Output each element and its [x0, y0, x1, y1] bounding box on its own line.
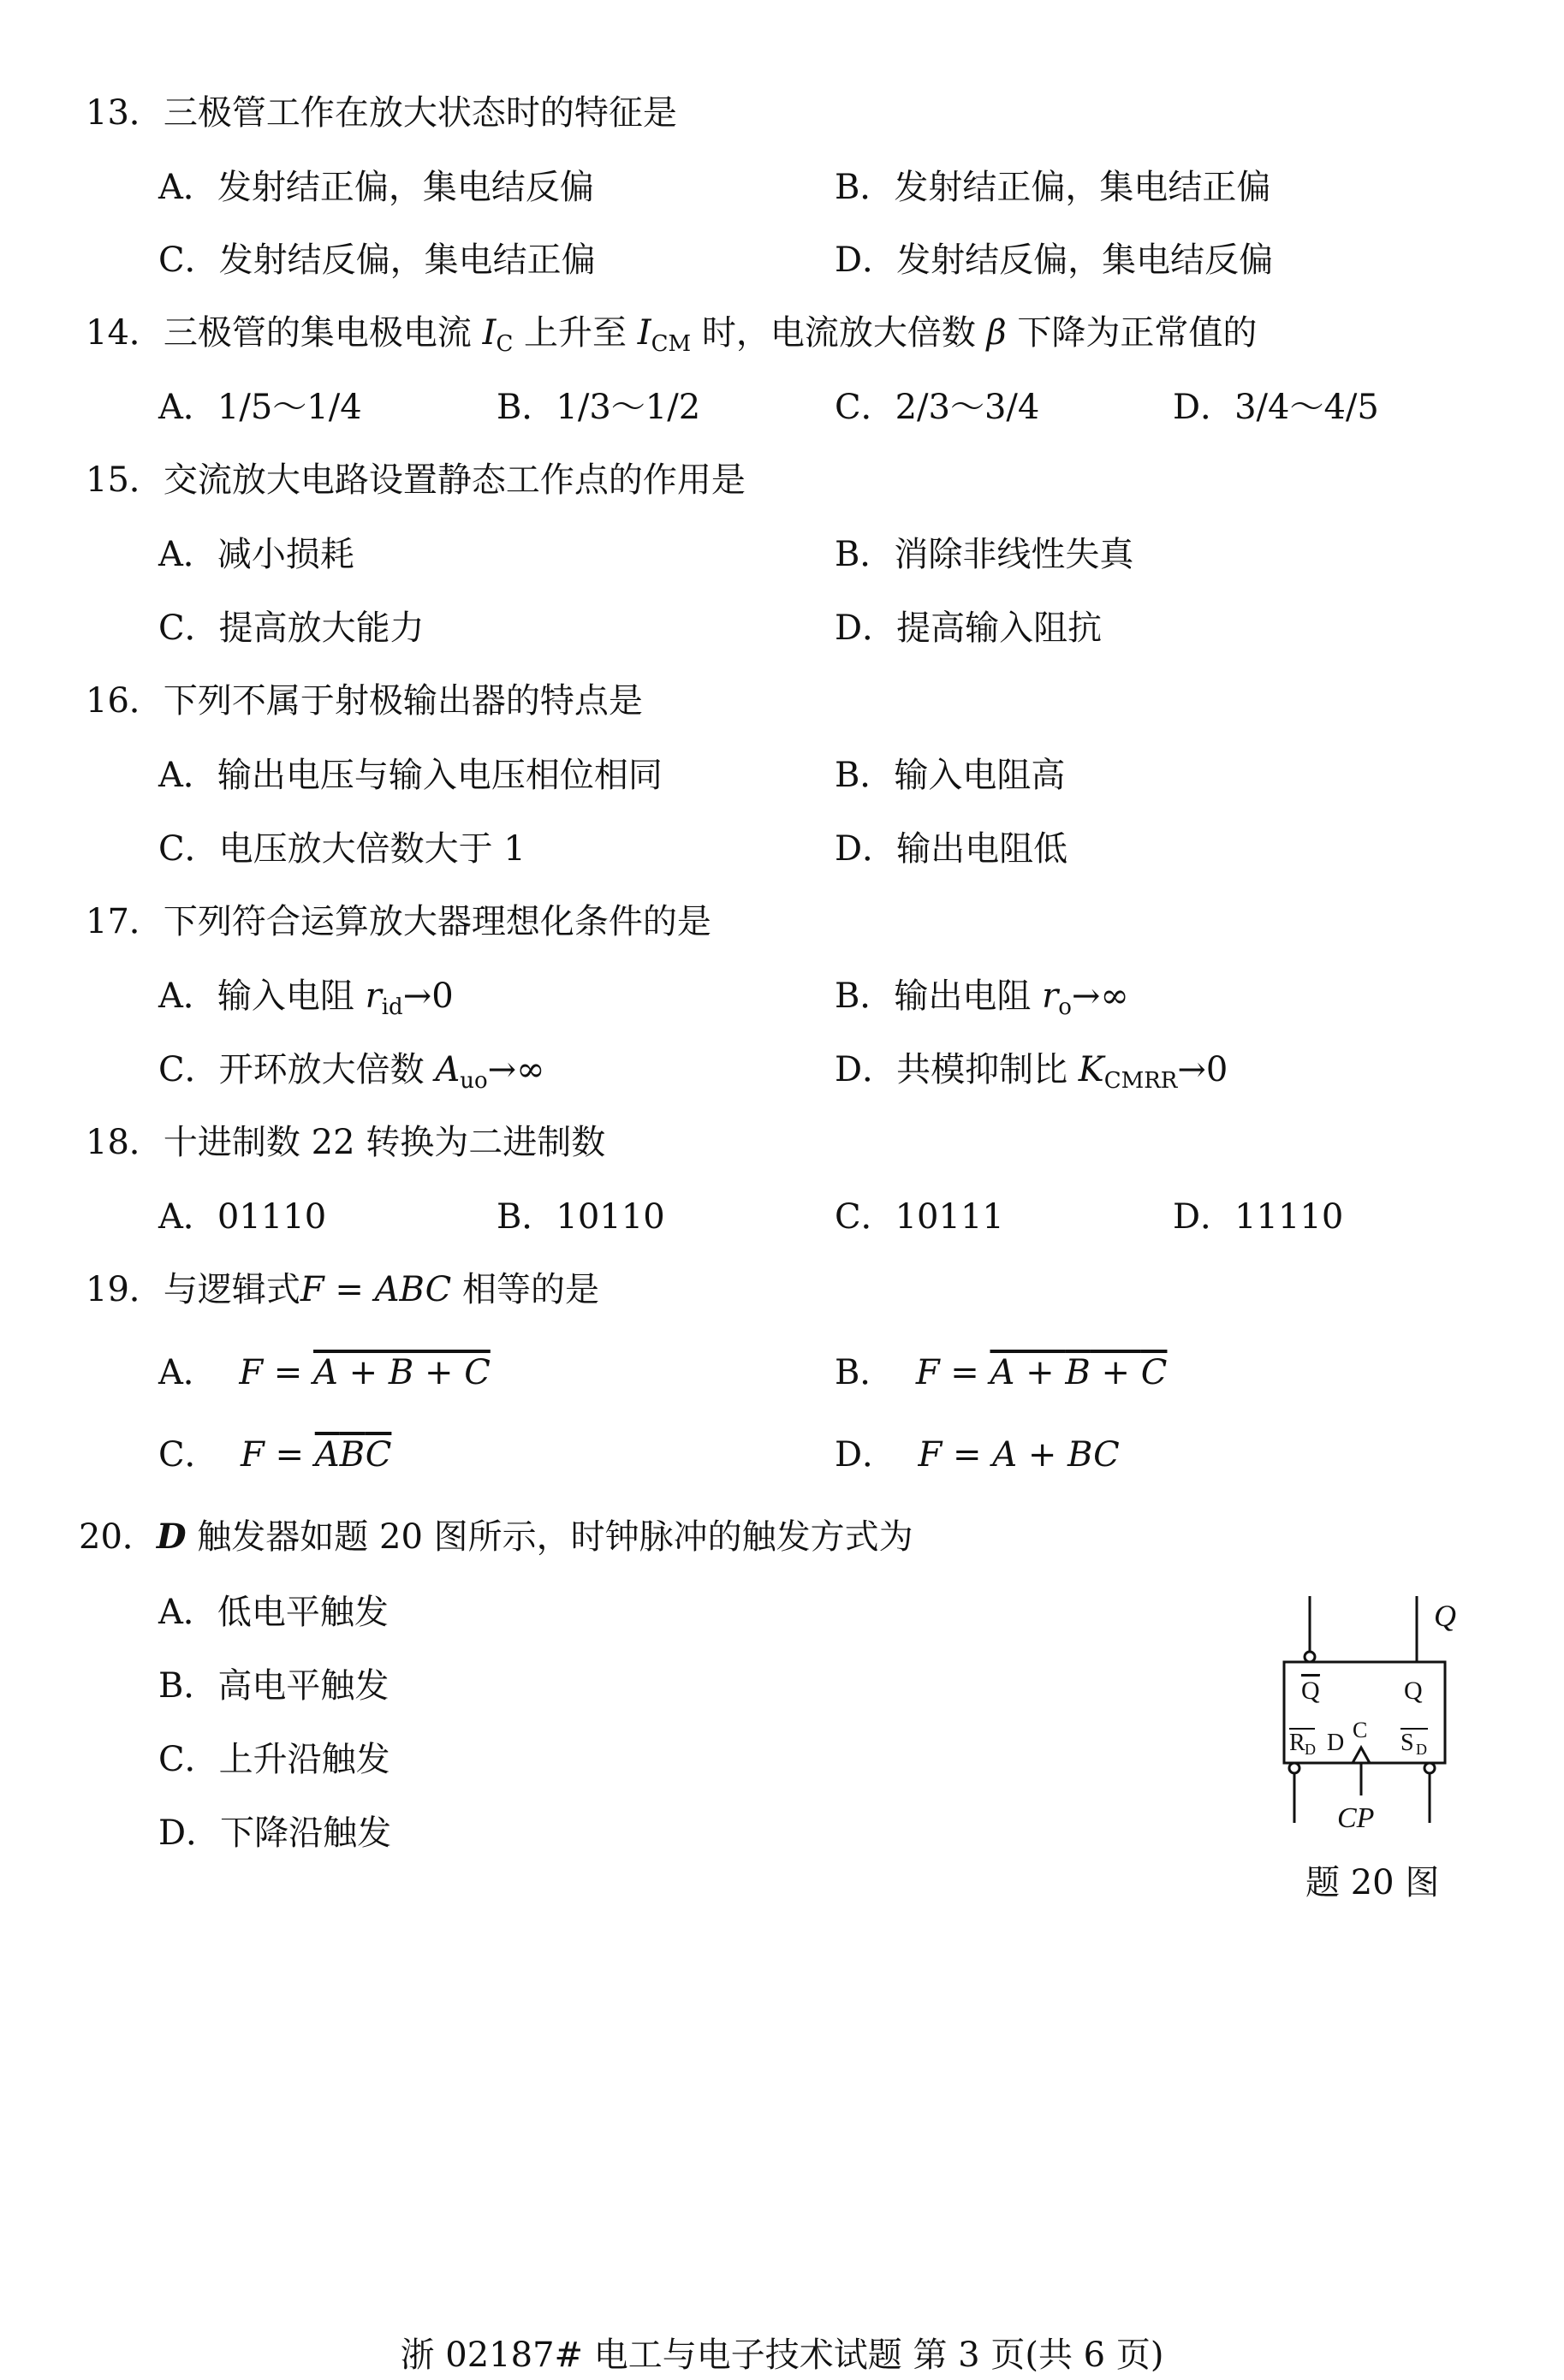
option-19a: A． F = A + B + C	[158, 1353, 491, 1392]
formula-19b: F = A + B + C	[905, 1353, 1168, 1392]
option-16b: B．输入电阻高	[835, 756, 1066, 795]
option-17c: C．开环放大倍数 $A_{uo}\to\infty$	[158, 1050, 545, 1094]
option-20a: A．低电平触发	[158, 1593, 389, 1632]
question-19-stem: 19．与逻辑式F = ABC 相等的是	[86, 1270, 599, 1309]
option-15b: B．消除非线性失真	[835, 535, 1134, 574]
question-18-stem: 18．十进制数 22 转换为二进制数	[86, 1123, 606, 1162]
option-20d: D．下降沿触发	[158, 1813, 392, 1853]
c-label: C	[1353, 1718, 1368, 1742]
option-19b: B． F = A + B + C	[835, 1353, 1168, 1392]
sd-sub-label: D	[1416, 1741, 1427, 1758]
option-14a: A．1/5～1/4	[158, 388, 362, 427]
option-18d: D．11110	[1173, 1197, 1344, 1237]
option-20c: C．上升沿触发	[158, 1740, 390, 1779]
d-flipflop-diagram	[1233, 1583, 1490, 1857]
question-text: 三极管工作在放大状态时的特征是	[163, 93, 677, 133]
option-16c: C．电压放大倍数大于 1	[158, 829, 526, 869]
option-15a: A．减小损耗	[158, 535, 354, 574]
formula-19d: F = A + BC	[907, 1435, 1120, 1475]
question-17-stem: 17．下列符合运算放大器理想化条件的是	[86, 902, 711, 941]
q-inner-label: Q	[1404, 1677, 1423, 1705]
q-output-label: Q	[1434, 1599, 1456, 1633]
option-18b: B．10110	[497, 1197, 665, 1237]
option-18c: C．10111	[835, 1197, 1004, 1237]
rd-bubble	[1289, 1763, 1299, 1773]
option-17d: D．共模抑制比 $K_{CMRR}\to 0$	[835, 1050, 1228, 1094]
qbar-bubble	[1305, 1652, 1315, 1662]
question-number: 13．	[86, 93, 164, 133]
option-13d: D．发射结反偏，集电结反偏	[835, 240, 1274, 280]
sd-bubble	[1424, 1763, 1435, 1773]
option-15c: C．提高放大能力	[158, 608, 425, 648]
question-15-stem: 15．交流放大电路设置静态工作点的作用是	[86, 460, 746, 500]
question-13-stem	[86, 92, 677, 134]
d-label: D	[1327, 1730, 1345, 1756]
question-20-stem: 20．D 触发器如题 20 图所示，时钟脉冲的触发方式为	[79, 1516, 913, 1557]
option-13a: A．发射结正偏，集电结反偏	[158, 168, 594, 207]
option-19d: D． F = A + BC	[835, 1435, 1120, 1475]
rd-label: R	[1289, 1730, 1305, 1756]
option-17a: A．输入电阻 $r_{id}\to 0$	[158, 976, 454, 1020]
option-19c: C． $F = \overline{A}\overline{B}\overline{C}$	[158, 1435, 392, 1475]
option-16a: A．输出电压与输入电压相位相同	[158, 756, 663, 795]
option-13b: B．发射结正偏，集电结正偏	[835, 168, 1271, 207]
page-footer: 浙 02187# 电工与电子技术试题 第 3 页(共 6 页)	[400, 2335, 1164, 2375]
option-16d: D．输出电阻低	[835, 829, 1068, 869]
qbar-inner-label: Q	[1301, 1677, 1320, 1705]
rd-sub-label: D	[1305, 1741, 1316, 1758]
question-14-stem: 14．三极管的集电极电流 $I_C$ 上升至 $I_{CM}$ 时，电流放大倍数 β 下降为正常值的	[86, 313, 1258, 357]
option-14c: C．2/3～3/4	[835, 388, 1040, 427]
formula-19a: F = A + B + C	[228, 1353, 491, 1392]
question-16-stem: 16．下列不属于射极输出器的特点是	[86, 681, 643, 721]
option-20b: B．高电平触发	[158, 1666, 390, 1706]
option-13c: C．发射结反偏，集电结正偏	[158, 240, 596, 280]
option-14d: D．3/4～4/5	[1173, 388, 1379, 427]
sd-label: S	[1400, 1730, 1414, 1756]
clock-triangle	[1353, 1748, 1370, 1763]
option-17b: B．输出电阻 $r_o\to\infty$	[835, 976, 1129, 1020]
cp-label: CP	[1337, 1802, 1375, 1834]
option-14b: B．1/3～1/2	[497, 388, 701, 427]
formula-19c: $F = \overline{A}\overline{B}\overline{C}$	[229, 1435, 392, 1475]
option-18a: A．01110	[158, 1197, 327, 1237]
figure-caption: 题 20 图	[1305, 1863, 1440, 1902]
option-15d: D．提高输入阻抗	[835, 608, 1103, 648]
